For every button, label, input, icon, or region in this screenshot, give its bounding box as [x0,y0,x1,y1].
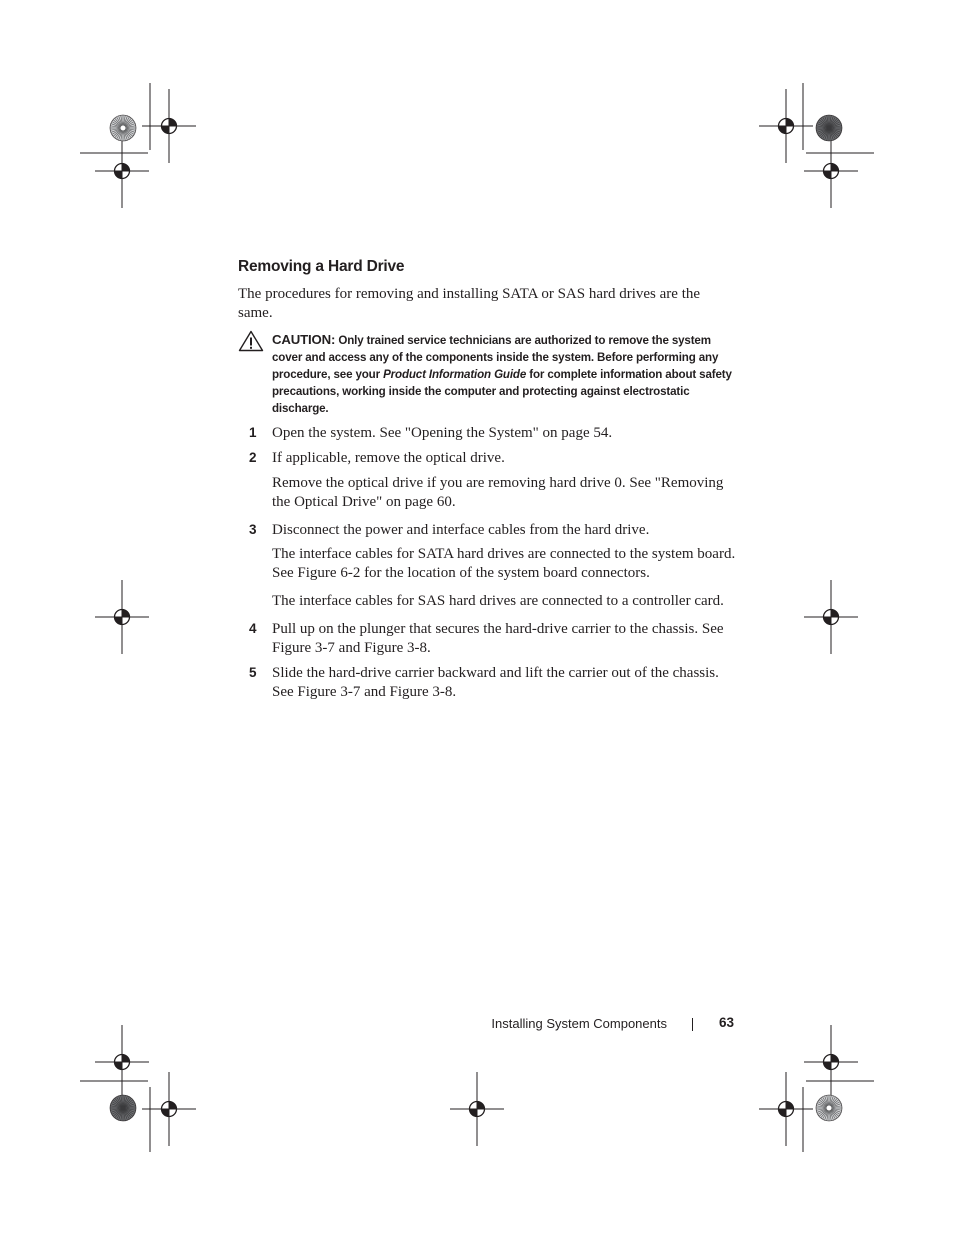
footer-divider [692,1018,693,1031]
footer-chapter-title: Installing System Components [491,1016,667,1031]
step-number: 4 [249,621,257,636]
caution-text-1: Only trained service technicians are authorized to remove the system cover and access any of the components inside the system. Before performing any procedure, see your [272,334,719,381]
color-wheel-icon [110,115,136,141]
intro-paragraph: The procedures for removing and installing SATA or SAS hard drives are the same. [238,286,701,321]
section-heading: Removing a Hard Drive [238,258,405,275]
step-number: 1 [249,425,257,440]
registration-mark-icon [95,134,149,208]
registration-mark-icon [95,580,149,654]
color-wheel-icon [816,1095,842,1121]
step-number: 5 [249,665,257,680]
registration-mark-icon [95,1025,149,1099]
registration-mark-icon [759,89,813,163]
step-text: Slide the hard-drive carrier backward and lift the carrier out of the chassis. See Figure 3-7 and Figure 3-8. [272,665,719,700]
registration-mark-icon [759,1072,813,1146]
registration-mark-icon [450,1072,504,1146]
step-text: If applicable, remove the optical drive. [272,450,505,466]
step-number: 3 [249,522,257,537]
step-note: Remove the optical drive if you are removing hard drive 0. See "Removing the Optical Drive" on page 60. [272,475,724,510]
registration-mark-icon [804,134,858,208]
step-text: Disconnect the power and interface cables from the hard drive. [272,522,650,538]
caution-doc-reference: Product Information Guide [383,368,527,381]
caution-notice [272,331,742,417]
color-wheel-icon [816,115,842,141]
step-text: Open the system. See "Opening the System" on page 54. [272,425,613,441]
page-number: 63 [718,1015,734,1030]
registration-mark-icon [804,580,858,654]
step-number: 2 [249,450,257,465]
warning-triangle-icon [238,330,264,352]
step-note: The interface cables for SAS hard drives are connected to a controller card. [272,593,724,609]
color-wheel-icon [110,1095,136,1121]
caution-label: CAUTION: [272,332,336,347]
caution-text-2: for complete information about safety precautions, working inside the computer and protecting against electrostatic discharge. [272,368,732,415]
step-note: The interface cables for SATA hard drives are connected to the system board. See Figure 6-2 for the location of the system board connectors. [272,546,736,581]
registration-mark-icon [804,1025,858,1099]
step-text: Pull up on the plunger that secures the hard-drive carrier to the chassis. See Figure 3-7 and Figure 3-8. [272,621,724,656]
